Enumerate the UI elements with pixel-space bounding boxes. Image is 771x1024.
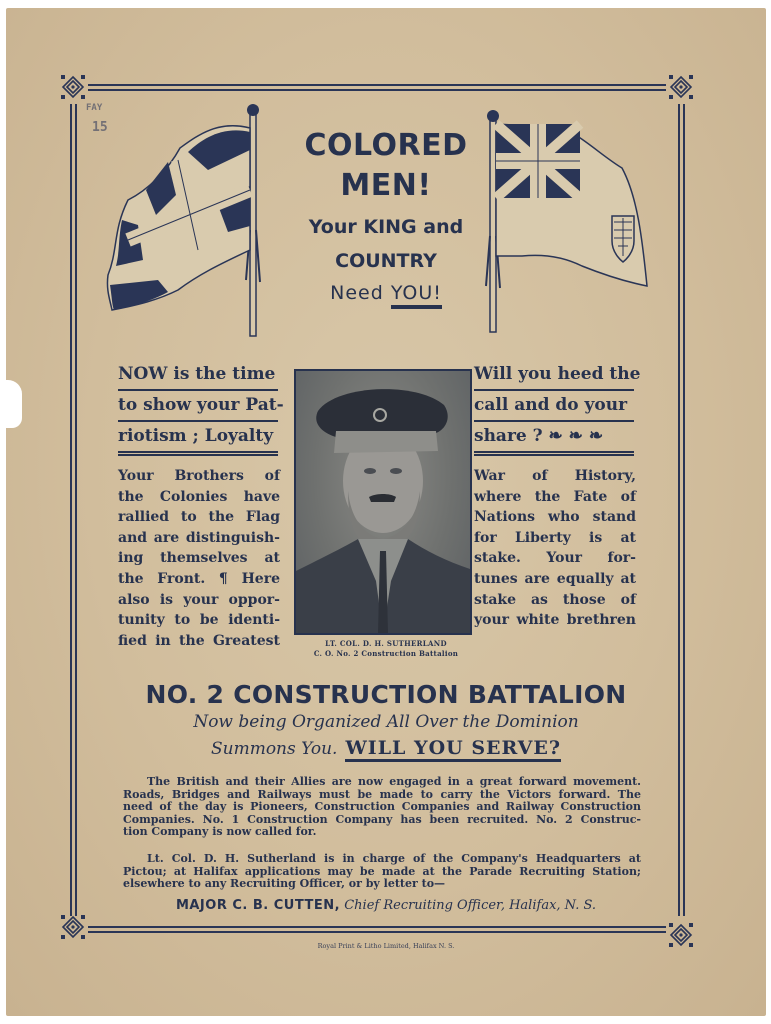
body-line: stake as those of (474, 591, 636, 608)
body-line: the Colonies have (118, 488, 280, 505)
para-line: need of the day is Pioneers, Construction Companies and Railway Construction (123, 800, 641, 813)
headline (276, 126, 496, 308)
body-line: fied in the Greatest (118, 632, 280, 649)
body-line: rallied to the Flag (118, 509, 280, 526)
contact-name: MAJOR C. B. CUTTEN, (175, 898, 341, 913)
heading-line: to show your Pat- (118, 391, 278, 422)
left-column-body (118, 466, 280, 651)
heading-line: share ? ❧ ❧ ❧ (474, 422, 634, 456)
right-column-body (474, 466, 636, 631)
contact-line (116, 898, 656, 913)
frame-bottom (88, 926, 666, 933)
body-line: the Front. ¶ Here (118, 570, 280, 587)
para-line: Pictou; at Halifax applications may be made at the Parade Recruiting Station; (123, 864, 641, 878)
summons-text: Summons You. (210, 739, 338, 759)
stamp-text: FAY (86, 103, 103, 113)
para-line: Roads, Bridges and Railways must be made to carry the Victors forward. The (123, 787, 641, 801)
para-line: elsewhere to any Recruiting Officer, or by letter to— (123, 877, 446, 890)
body-line: and are distinguish- (118, 529, 280, 546)
corner-ornament-icon (668, 74, 694, 100)
caption-name: LT. COL. D. H. SUTHERLAND (325, 639, 447, 648)
corner-ornament-icon (60, 74, 86, 100)
caption-role: C. O. No. 2 Construction Battalion (313, 649, 459, 658)
headline-king: Your KING and (308, 216, 464, 238)
paragraph-headquarters (123, 853, 641, 891)
body-line: also is your oppor- (118, 591, 280, 608)
printer-imprint: Royal Print & Litho Limited, Halifax N. S. (317, 942, 455, 950)
heading-line: riotism ; Loyalty (118, 422, 278, 456)
will-you-serve: WILL YOU SERVE? (345, 737, 561, 762)
left-column-heading (118, 360, 284, 456)
headline-need-you (276, 278, 496, 308)
subtitle-dominion: Now being Organized All Over the Dominion (193, 712, 579, 732)
body-line: tunity to be identi- (118, 612, 280, 629)
body-line: Your Brothers of (118, 468, 280, 484)
right-column-heading (474, 360, 641, 456)
portrait-caption (286, 639, 486, 659)
headline-men: MEN! (340, 168, 432, 203)
subtitle-summons (116, 737, 656, 759)
para-line: The British and their Allies are now engaged in a great forward movement. (147, 775, 641, 788)
canadian-ensign-flag-icon (482, 106, 662, 340)
contact-title: Chief Recruiting Officer, Halifax, N. S. (344, 898, 597, 913)
need-text: Need (330, 282, 391, 304)
frame-right (678, 104, 685, 916)
body-line: War of History, (474, 468, 636, 484)
body-line: for Liberty is at (474, 529, 636, 546)
heading-line: Will you heed the (474, 360, 634, 391)
headline-country: COUNTRY (335, 250, 437, 272)
you-text: YOU! (391, 282, 442, 309)
frame-left (70, 104, 77, 916)
stamp-number: 15 (92, 120, 108, 135)
torn-edge (6, 380, 22, 428)
body-line: stake. Your for- (474, 550, 636, 567)
heading-line: NOW is the time (118, 360, 278, 391)
union-jack-flag-icon (98, 100, 278, 344)
para-line: tion Company is now called for. (123, 825, 317, 838)
body-line: where the Fate of (474, 488, 636, 505)
officer-portrait-icon (296, 371, 470, 633)
poster-page (6, 8, 766, 1016)
body-line: ing themselves at (118, 550, 280, 567)
battalion-title: NO. 2 CONSTRUCTION BATTALION (145, 680, 627, 709)
portrait-photo (294, 369, 472, 635)
paragraph-movement (123, 776, 641, 839)
frame-top (88, 84, 666, 91)
headline-colored: COLORED (304, 128, 468, 163)
body-line: tunes are equally at (474, 570, 636, 587)
body-line: your white brethren (474, 612, 636, 629)
corner-ornament-icon (60, 914, 86, 940)
heading-line: call and do your (474, 391, 634, 422)
body-line: Nations who stand (474, 509, 636, 526)
corner-ornament-icon (668, 922, 694, 948)
para-line: Companies. No. 1 Construction Company has been recruited. No. 2 Construc- (123, 812, 641, 826)
para-line: Lt. Col. D. H. Sutherland is in charge of the Company's Headquarters at (147, 852, 641, 865)
